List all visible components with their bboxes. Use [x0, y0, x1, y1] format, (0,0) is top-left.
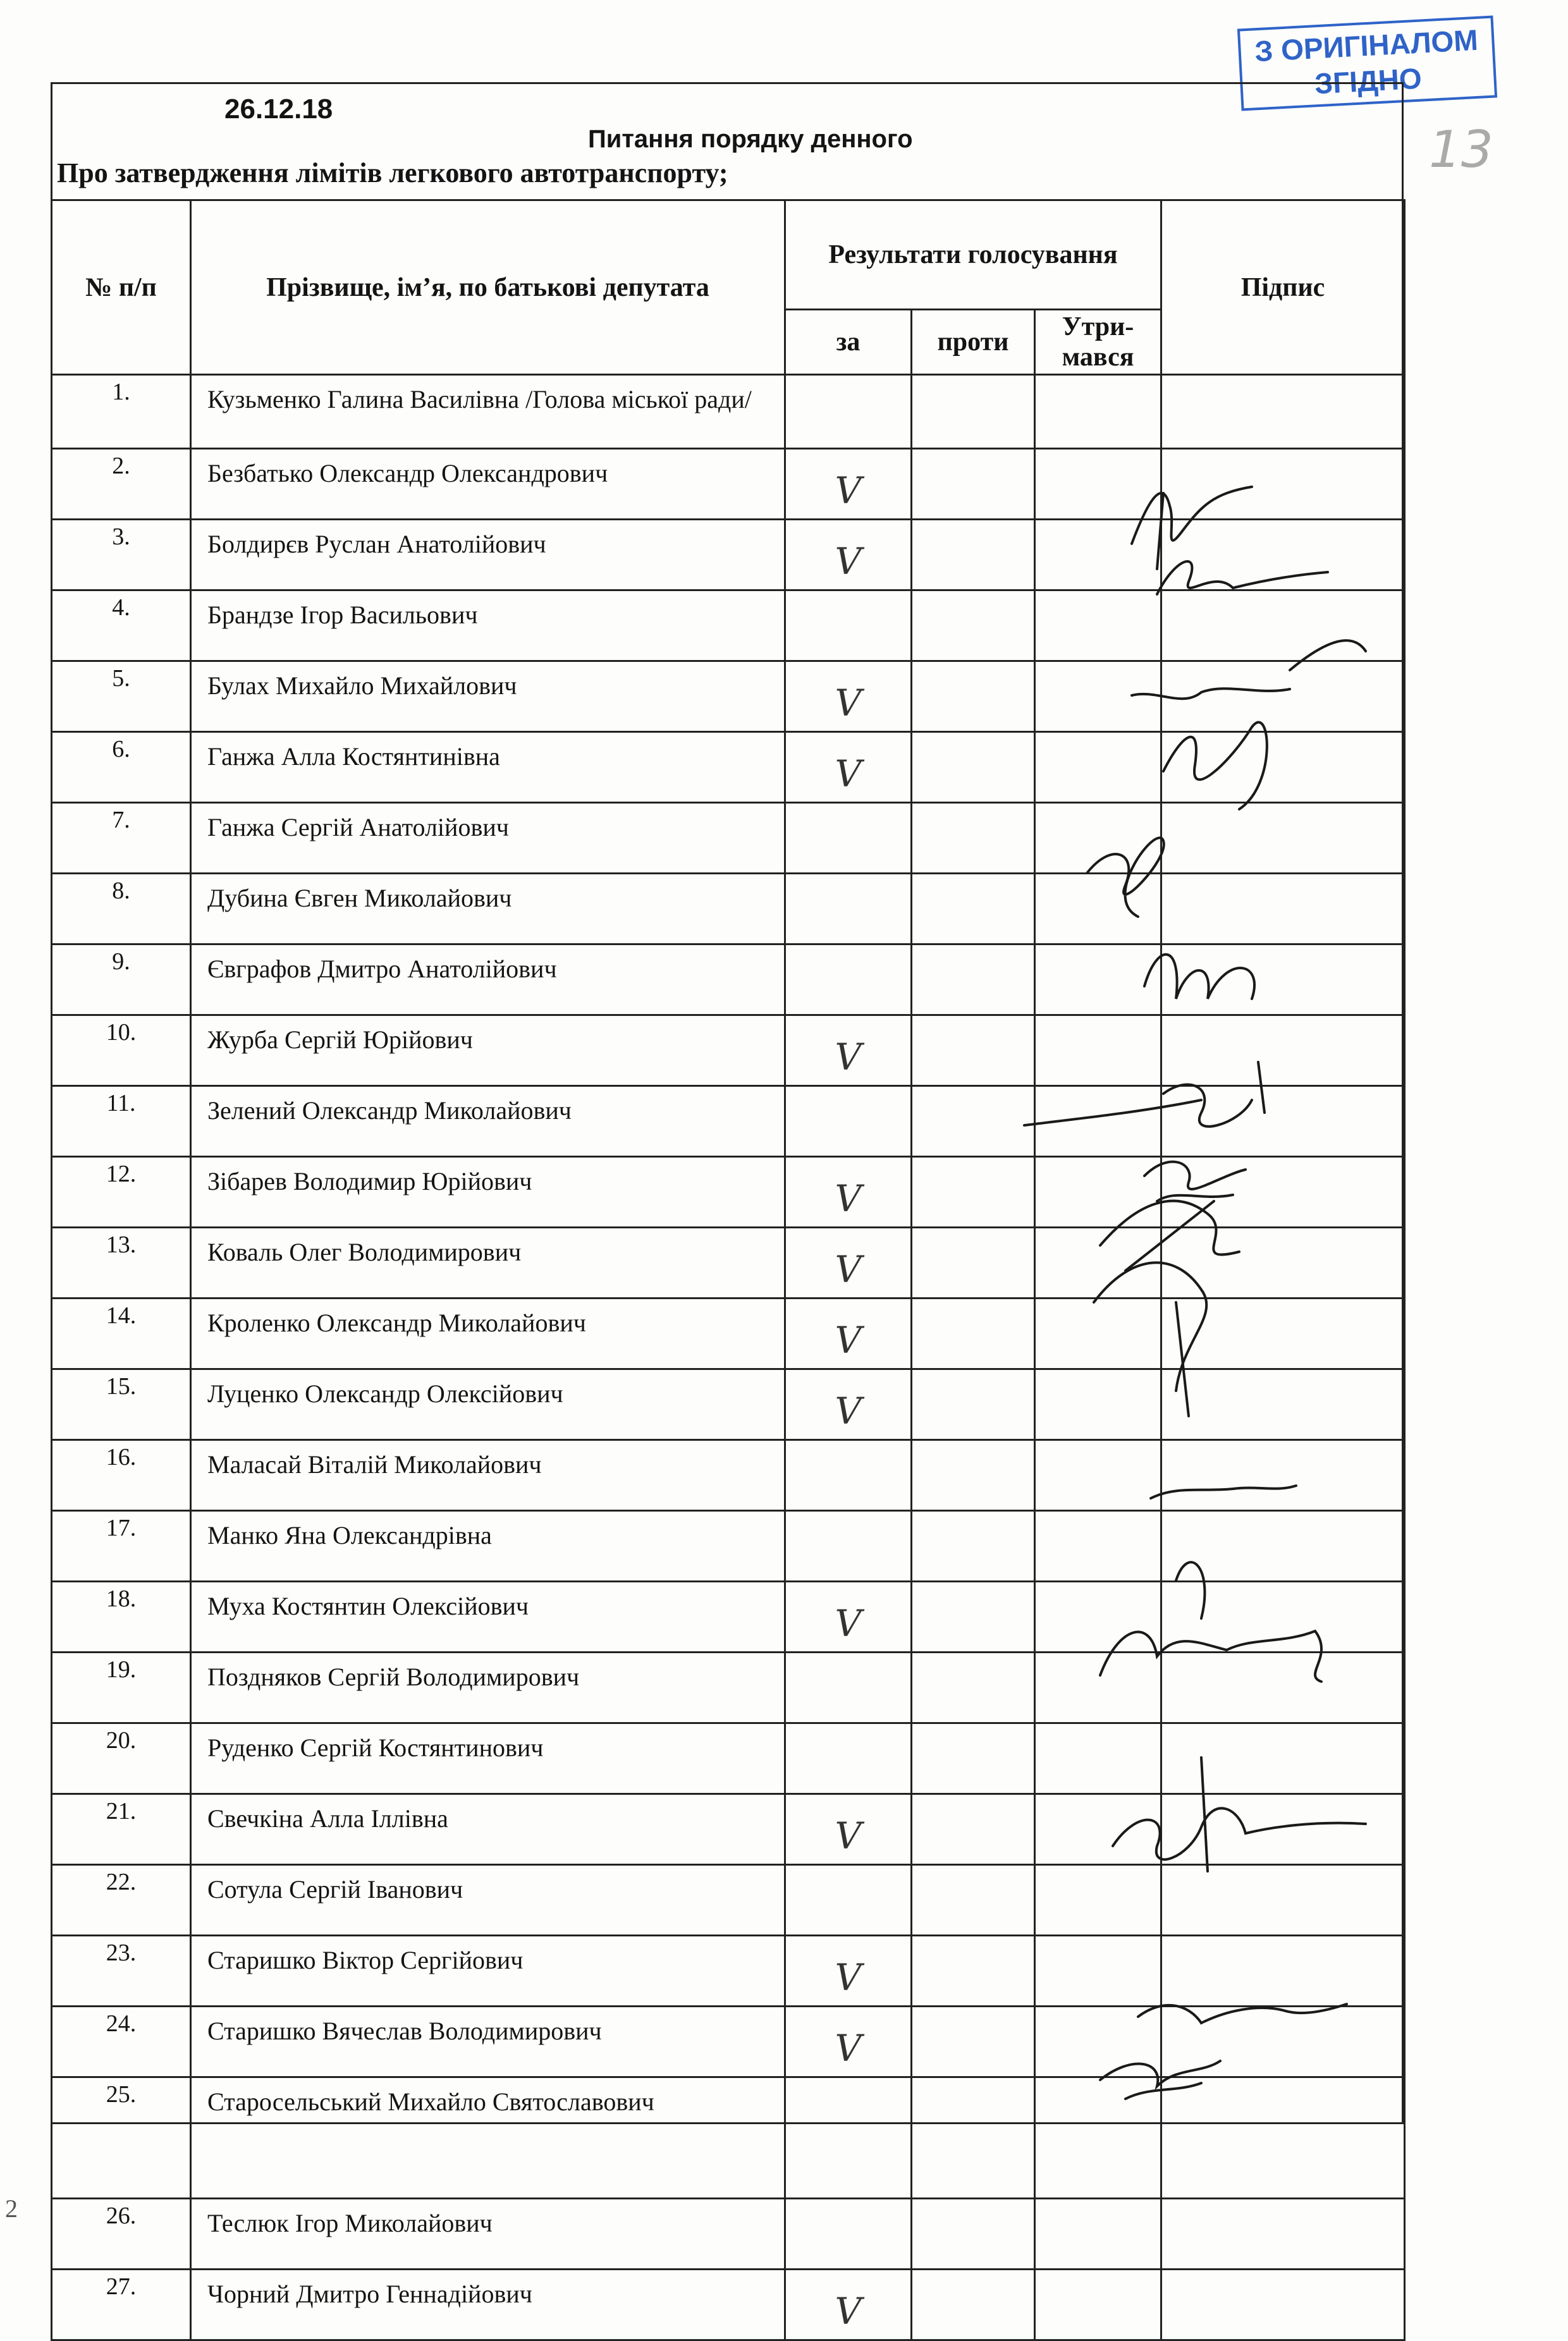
vote-abstained [1035, 1086, 1161, 1157]
deputy-name: Журба Сергій Юрійович [191, 1015, 785, 1086]
signature-cell [1161, 1228, 1405, 1299]
vote-against [912, 1299, 1035, 1369]
signature-cell [1161, 661, 1405, 732]
vote-against [912, 1440, 1035, 1511]
vote-abstained [1035, 2077, 1161, 2199]
row-number: 12. [52, 1157, 191, 1228]
signature-cell [1161, 520, 1405, 590]
table-row [52, 1157, 1405, 1228]
row-number: 22. [52, 1865, 191, 1936]
vote-abstained [1035, 661, 1161, 732]
signature-cell [1161, 375, 1405, 449]
vote-against [912, 1157, 1035, 1228]
table-row [52, 1865, 1405, 1936]
table-row [52, 1228, 1405, 1299]
vote-abstained [1035, 1299, 1161, 1369]
vote-abstained [1035, 1369, 1161, 1440]
vote-for-mark [785, 874, 912, 944]
signature-cell [1161, 449, 1405, 520]
vote-against [912, 1865, 1035, 1936]
vote-against [912, 661, 1035, 732]
vote-abstained [1035, 803, 1161, 874]
table-row [52, 1440, 1405, 1511]
vote-against [912, 1228, 1035, 1299]
signature-cell [1161, 1369, 1405, 1440]
table-row [52, 874, 1405, 944]
vote-against [912, 1369, 1035, 1440]
vote-for-mark [785, 944, 912, 1015]
signature-cell [1161, 1582, 1405, 1653]
table-row [52, 1794, 1405, 1865]
vote-against [912, 1582, 1035, 1653]
vote-against [912, 803, 1035, 874]
vote-against [912, 1015, 1035, 1086]
vote-for-mark: V [785, 1228, 912, 1299]
vote-for-mark [785, 1086, 912, 1157]
row-number: 6. [52, 732, 191, 803]
vote-abstained [1035, 1865, 1161, 1936]
deputy-name: Сотула Сергій Іванович [191, 1865, 785, 1936]
vote-for-mark: V [785, 1157, 912, 1228]
signature-cell [1161, 732, 1405, 803]
deputy-name: Свечкіна Алла Іллівна [191, 1794, 785, 1865]
vote-abstained [1035, 1440, 1161, 1511]
signature-cell [1161, 803, 1405, 874]
row-number: 23. [52, 1936, 191, 2007]
row-number: 17. [52, 1511, 191, 1582]
table-row [52, 1723, 1405, 1794]
vote-for-mark: V [785, 661, 912, 732]
table-row [52, 449, 1405, 520]
vote-abstained [1035, 1723, 1161, 1794]
vote-against [912, 2077, 1035, 2199]
row-number: 3. [52, 520, 191, 590]
table-row [52, 1511, 1405, 1582]
table-row [52, 1653, 1405, 1723]
deputy-name: Зелений Олександр Миколайович [191, 1086, 785, 1157]
header-results: Результати голосування [785, 200, 1161, 310]
signature-cell [1161, 2199, 1405, 2270]
deputy-name: Ганжа Алла Костянтинівна [191, 732, 785, 803]
vote-against [912, 1794, 1035, 1865]
signature-cell [1161, 1653, 1405, 1723]
vote-for-mark [785, 2199, 912, 2270]
deputy-name: Теслюк Ігор Миколайович [191, 2199, 785, 2270]
row-number: 8. [52, 874, 191, 944]
signature-cell [1161, 1157, 1405, 1228]
vote-for-mark [785, 1865, 912, 1936]
deputy-name: Болдирєв Руслан Анатолійович [191, 520, 785, 590]
vote-abstained [1035, 1511, 1161, 1582]
deputy-name: Булах Михайло Михайлович [191, 661, 785, 732]
row-number: 7. [52, 803, 191, 874]
vote-against [912, 1936, 1035, 2007]
vote-abstained [1035, 1015, 1161, 1086]
table-row [52, 2007, 1405, 2077]
vote-abstained [1035, 520, 1161, 590]
row-number: 15. [52, 1369, 191, 1440]
vote-against [912, 2007, 1035, 2077]
vote-abstained [1035, 1653, 1161, 1723]
table-row [52, 1299, 1405, 1369]
header-num: № п/п [52, 200, 191, 375]
vote-for-mark: V [785, 1015, 912, 1086]
table-row [52, 590, 1405, 661]
vote-against [912, 520, 1035, 590]
row-number: 9. [52, 944, 191, 1015]
row-number: 13. [52, 1228, 191, 1299]
signature-cell [1161, 1794, 1405, 1865]
deputy-name: Старишко Віктор Сергійович [191, 1936, 785, 2007]
vote-abstained [1035, 1936, 1161, 2007]
vote-for-mark [785, 1511, 912, 1582]
vote-for-mark [785, 803, 912, 874]
header-abstained: Утри-мався [1035, 310, 1161, 375]
row-number: 4. [52, 590, 191, 661]
signature-cell [1161, 1299, 1405, 1369]
vote-for-mark: V [785, 1299, 912, 1369]
vote-for-mark [785, 2077, 912, 2199]
vote-abstained [1035, 2270, 1161, 2340]
vote-abstained [1035, 1228, 1161, 1299]
vote-for-mark [785, 1723, 912, 1794]
signature-cell [1161, 1723, 1405, 1794]
row-number: 18. [52, 1582, 191, 1653]
page-number: 13 [1429, 120, 1493, 179]
vote-against [912, 1723, 1035, 1794]
vote-abstained [1035, 375, 1161, 449]
row-number: 5. [52, 661, 191, 732]
agenda-label: Питання порядку денного [588, 125, 913, 153]
document-date: 26.12.18 [224, 94, 333, 125]
vote-for-mark [785, 1440, 912, 1511]
deputy-name: Зібарев Володимир Юрійович [191, 1157, 785, 1228]
deputy-name: Кузьменко Галина Василівна /Голова міської ради/ [191, 375, 785, 449]
row-number: 25. [52, 2077, 191, 2199]
vote-for-mark: V [785, 520, 912, 590]
deputy-name: Безбатько Олександр Олександрович [191, 449, 785, 520]
deputy-name: Брандзе Ігор Васильович [191, 590, 785, 661]
vote-against [912, 1086, 1035, 1157]
table-row [52, 944, 1405, 1015]
signature-cell [1161, 944, 1405, 1015]
row-number: 20. [52, 1723, 191, 1794]
agenda-subject: Про затвердження лімітів легкового автотранспорту; [57, 157, 728, 188]
vote-for-mark: V [785, 1794, 912, 1865]
deputy-name: Маласай Віталій Миколайович [191, 1440, 785, 1511]
row-number: 11. [52, 1086, 191, 1157]
vote-against [912, 1653, 1035, 1723]
deputy-name: Старишко Вячеслав Володимирович [191, 2007, 785, 2077]
table-row [52, 520, 1405, 590]
signature-cell [1161, 1865, 1405, 1936]
vote-abstained [1035, 874, 1161, 944]
signature-cell [1161, 590, 1405, 661]
table-row [52, 2270, 1405, 2340]
stamp-line-1: З ОРИГІНАЛОМ [1254, 23, 1479, 68]
deputy-name: Ганжа Сергій Анатолійович [191, 803, 785, 874]
signature-cell [1161, 1511, 1405, 1582]
table-row [52, 1582, 1405, 1653]
table-row [52, 1936, 1405, 2007]
vote-against [912, 590, 1035, 661]
table-row [52, 803, 1405, 874]
vote-abstained [1035, 1794, 1161, 1865]
vote-against [912, 874, 1035, 944]
vote-for-mark: V [785, 2007, 912, 2077]
table-row [52, 1015, 1405, 1086]
table-row [52, 2199, 1405, 2270]
table-row [52, 1369, 1405, 1440]
signature-cell [1161, 2007, 1405, 2077]
vote-for-mark: V [785, 449, 912, 520]
signature-cell [1161, 2270, 1405, 2340]
vote-against [912, 1511, 1035, 1582]
row-number: 19. [52, 1653, 191, 1723]
vote-abstained [1035, 2007, 1161, 2077]
vote-for-mark: V [785, 1369, 912, 1440]
deputy-name: Манко Яна Олександрівна [191, 1511, 785, 1582]
signature-cell [1161, 1440, 1405, 1511]
deputy-name: Муха Костянтин Олексійович [191, 1582, 785, 1653]
vote-against [912, 449, 1035, 520]
vote-abstained [1035, 732, 1161, 803]
vote-against [912, 375, 1035, 449]
header-for: за [785, 310, 912, 375]
vote-against [912, 732, 1035, 803]
deputy-name: Дубина Євген Миколайович [191, 874, 785, 944]
vote-for-mark: V [785, 1582, 912, 1653]
row-number: 27. [52, 2270, 191, 2340]
vote-abstained [1035, 1582, 1161, 1653]
vote-against [912, 944, 1035, 1015]
signature-cell [1161, 1936, 1405, 2007]
signature-cell [1161, 2077, 1405, 2199]
row-number: 14. [52, 1299, 191, 1369]
row-number: 16. [52, 1440, 191, 1511]
vote-abstained [1035, 2199, 1161, 2270]
footer-mark: 2 [5, 2194, 18, 2223]
table-row [52, 2077, 1405, 2199]
deputy-name: Коваль Олег Володимирович [191, 1228, 785, 1299]
row-number: 26. [52, 2199, 191, 2270]
voting-rows [52, 375, 1405, 2340]
voting-table [51, 199, 1406, 2341]
deputy-name: Євграфов Дмитро Анатолійович [191, 944, 785, 1015]
table-row [52, 375, 1405, 449]
signature-cell [1161, 1015, 1405, 1086]
deputy-name: Поздняков Сергій Володимирович [191, 1653, 785, 1723]
vote-against [912, 2199, 1035, 2270]
vote-for-mark: V [785, 2270, 912, 2340]
vote-for-mark: V [785, 732, 912, 803]
row-number: 21. [52, 1794, 191, 1865]
table-row [52, 1086, 1405, 1157]
vote-for-mark [785, 375, 912, 449]
header-signature: Підпис [1161, 200, 1405, 375]
vote-abstained [1035, 1157, 1161, 1228]
table-row [52, 732, 1405, 803]
row-number: 24. [52, 2007, 191, 2077]
deputy-name: Чорний Дмитро Геннадійович [191, 2270, 785, 2340]
table-row [52, 661, 1405, 732]
header-name: Прізвище, ім’я, по батькові депутата [191, 200, 785, 375]
signature-cell [1161, 874, 1405, 944]
header-against: проти [912, 310, 1035, 375]
deputy-name: Луценко Олександр Олексійович [191, 1369, 785, 1440]
vote-against [912, 2270, 1035, 2340]
vote-for-mark: V [785, 1936, 912, 2007]
deputy-name: Старосельський Михайло Святославович [191, 2077, 785, 2199]
row-number: 1. [52, 375, 191, 449]
vote-abstained [1035, 590, 1161, 661]
deputy-name: Кроленко Олександр Миколайович [191, 1299, 785, 1369]
vote-abstained [1035, 944, 1161, 1015]
stamp-line-2: ЗГІДНО [1313, 61, 1423, 101]
vote-abstained [1035, 449, 1161, 520]
row-number: 10. [52, 1015, 191, 1086]
signature-cell [1161, 1086, 1405, 1157]
deputy-name: Руденко Сергій Костянтинович [191, 1723, 785, 1794]
vote-for-mark [785, 590, 912, 661]
vote-for-mark [785, 1653, 912, 1723]
row-number: 2. [52, 449, 191, 520]
